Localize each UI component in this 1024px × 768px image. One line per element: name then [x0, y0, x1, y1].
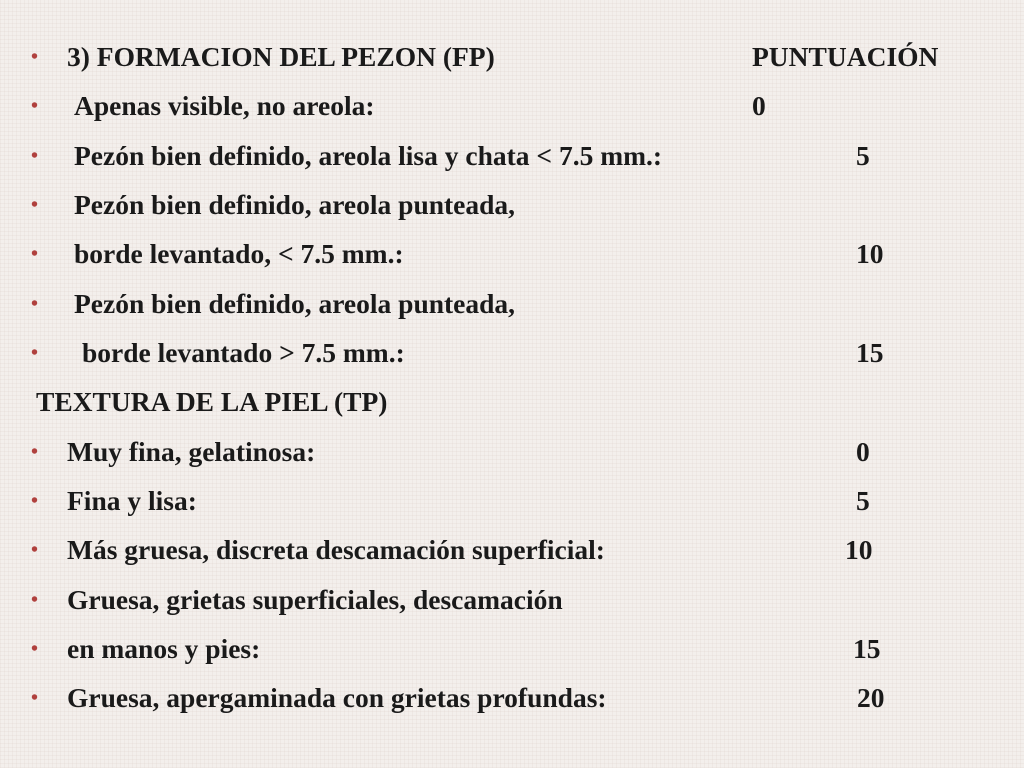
criterion-text: Más gruesa, discreta descamación superficial:	[67, 534, 605, 565]
list-item	[0, 432, 1024, 472]
criterion-text: Fina y lisa:	[67, 485, 197, 516]
list-item	[0, 629, 1024, 669]
list-item	[0, 185, 1024, 225]
bullet: •	[31, 46, 39, 68]
criterion-score: 0	[752, 90, 766, 121]
criterion-score: 5	[856, 485, 870, 516]
bullet: •	[31, 589, 39, 611]
bullet: •	[31, 441, 39, 463]
list-item	[0, 333, 1024, 373]
criterion-score: 20	[857, 682, 885, 713]
fp-heading: 3) FORMACION DEL PEZON (FP)	[67, 41, 495, 72]
bullet: •	[31, 145, 39, 167]
list-item	[0, 530, 1024, 570]
criterion-text: Pezón bien definido, areola punteada,	[74, 189, 516, 220]
score-column-heading: PUNTUACIÓN	[752, 41, 939, 72]
criterion-score: 15	[853, 633, 881, 664]
bullet: •	[31, 243, 39, 265]
list-item	[0, 481, 1024, 521]
criterion-score: 10	[845, 534, 873, 565]
criterion-text: Pezón bien definido, areola lisa y chata < 7.5 mm.:	[74, 140, 663, 171]
criterion-text: Apenas visible, no areola:	[74, 90, 375, 121]
list-item	[0, 580, 1024, 620]
criterion-score: 0	[856, 436, 870, 467]
tp-heading-line	[0, 382, 1024, 422]
list-item	[0, 136, 1024, 176]
criterion-text: borde levantado > 7.5 mm.:	[82, 337, 405, 368]
criterion-text: Gruesa, grietas superficiales, descamación	[67, 584, 563, 615]
list-item	[0, 234, 1024, 274]
criterion-text: borde levantado, < 7.5 mm.:	[74, 238, 404, 269]
criterion-text: en manos y pies:	[67, 633, 261, 664]
bullet: •	[31, 490, 39, 512]
criterion-score: 5	[856, 140, 870, 171]
criterion-text: Muy fina, gelatinosa:	[67, 436, 316, 467]
bullet: •	[31, 539, 39, 561]
bullet: •	[31, 95, 39, 117]
bullet: •	[31, 638, 39, 660]
list-item	[0, 678, 1024, 718]
criterion-text: Gruesa, apergaminada con grietas profundas:	[67, 682, 607, 713]
bullet: •	[31, 293, 39, 315]
bullet: •	[31, 687, 39, 709]
list-item	[0, 86, 1024, 126]
tp-heading: TEXTURA DE LA PIEL (TP)	[36, 386, 388, 417]
list-item	[0, 284, 1024, 324]
criterion-score: 15	[856, 337, 884, 368]
fp-heading-line	[0, 37, 1024, 77]
criterion-score: 10	[856, 238, 884, 269]
bullet: •	[31, 342, 39, 364]
criterion-text: Pezón bien definido, areola punteada,	[74, 288, 516, 319]
bullet: •	[31, 194, 39, 216]
